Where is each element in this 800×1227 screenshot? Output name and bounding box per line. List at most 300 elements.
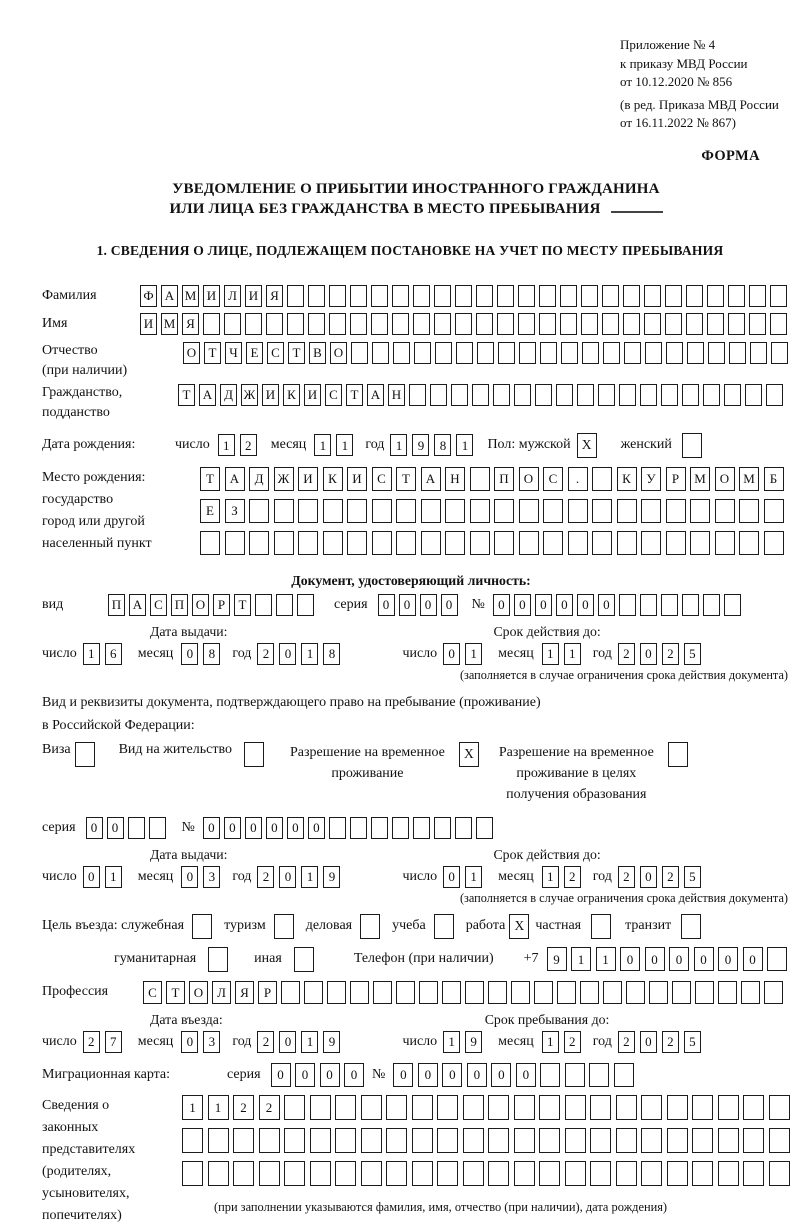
char-box[interactable]: 0: [83, 866, 100, 888]
char-box[interactable]: [393, 342, 410, 364]
char-box[interactable]: Н: [445, 467, 465, 491]
char-box[interactable]: [434, 313, 451, 335]
char-box[interactable]: [421, 531, 441, 555]
char-box[interactable]: [476, 285, 493, 307]
char-box[interactable]: Т: [234, 594, 251, 616]
char-box[interactable]: Ж: [274, 467, 294, 491]
char-box[interactable]: [350, 313, 367, 335]
char-box[interactable]: [392, 313, 409, 335]
char-box[interactable]: 1: [564, 643, 581, 665]
char-box[interactable]: [371, 285, 388, 307]
char-box[interactable]: 6: [105, 643, 122, 665]
char-box[interactable]: [741, 981, 760, 1004]
char-box[interactable]: [281, 981, 300, 1004]
char-box[interactable]: [350, 981, 369, 1004]
char-box[interactable]: [590, 1161, 611, 1186]
char-box[interactable]: Т: [288, 342, 305, 364]
char-box[interactable]: 0: [399, 594, 416, 616]
char-box[interactable]: 0: [378, 594, 395, 616]
char-box[interactable]: [641, 531, 661, 555]
char-box[interactable]: [641, 1128, 662, 1153]
char-box[interactable]: [581, 313, 598, 335]
char-box[interactable]: 1: [465, 866, 482, 888]
char-box[interactable]: [335, 1095, 356, 1120]
char-box[interactable]: А: [367, 384, 384, 406]
char-box[interactable]: [624, 342, 641, 364]
char-box[interactable]: [472, 384, 489, 406]
char-box[interactable]: [539, 1128, 560, 1153]
char-box[interactable]: Ж: [241, 384, 258, 406]
char-box[interactable]: [470, 531, 490, 555]
char-box[interactable]: 9: [412, 434, 429, 456]
char-box[interactable]: [667, 1095, 688, 1120]
char-box[interactable]: [371, 817, 388, 839]
char-box[interactable]: [582, 342, 599, 364]
char-box[interactable]: [413, 285, 430, 307]
char-box[interactable]: [308, 285, 325, 307]
char-box[interactable]: 3: [203, 1031, 220, 1053]
char-box[interactable]: [641, 499, 661, 523]
char-box[interactable]: 2: [662, 643, 679, 665]
char-box[interactable]: 1: [571, 947, 591, 971]
char-box[interactable]: [581, 285, 598, 307]
checkbox-humanitarian[interactable]: [208, 947, 228, 972]
char-box[interactable]: 8: [323, 643, 340, 665]
char-box[interactable]: А: [225, 467, 245, 491]
char-box[interactable]: [614, 1063, 634, 1087]
char-box[interactable]: [590, 1128, 611, 1153]
char-box[interactable]: 0: [279, 1031, 296, 1053]
char-box[interactable]: 0: [556, 594, 573, 616]
char-box[interactable]: [560, 313, 577, 335]
char-box[interactable]: [729, 342, 746, 364]
char-box[interactable]: 2: [564, 1031, 581, 1053]
char-box[interactable]: 0: [181, 1031, 198, 1053]
char-box[interactable]: [686, 285, 703, 307]
char-box[interactable]: [284, 1161, 305, 1186]
char-box[interactable]: 1: [218, 434, 235, 456]
char-box[interactable]: [259, 1161, 280, 1186]
char-box[interactable]: К: [323, 467, 343, 491]
char-box[interactable]: [749, 285, 766, 307]
char-box[interactable]: [412, 1161, 433, 1186]
char-box[interactable]: С: [150, 594, 167, 616]
char-box[interactable]: [770, 285, 787, 307]
char-box[interactable]: 1: [301, 1031, 318, 1053]
char-box[interactable]: [463, 1128, 484, 1153]
char-box[interactable]: [396, 499, 416, 523]
char-box[interactable]: М: [161, 313, 178, 335]
char-box[interactable]: 2: [618, 643, 635, 665]
char-box[interactable]: 0: [516, 1063, 536, 1087]
char-box[interactable]: [641, 1161, 662, 1186]
char-box[interactable]: [412, 1095, 433, 1120]
char-box[interactable]: [470, 499, 490, 523]
char-box[interactable]: [619, 594, 636, 616]
char-box[interactable]: [666, 499, 686, 523]
char-box[interactable]: [456, 342, 473, 364]
char-box[interactable]: [518, 285, 535, 307]
char-box[interactable]: Л: [212, 981, 231, 1004]
char-box[interactable]: [455, 313, 472, 335]
char-box[interactable]: [494, 499, 514, 523]
char-box[interactable]: [488, 981, 507, 1004]
char-box[interactable]: 2: [233, 1095, 254, 1120]
char-box[interactable]: [769, 1095, 790, 1120]
char-box[interactable]: [592, 467, 612, 491]
char-box[interactable]: К: [617, 467, 637, 491]
char-box[interactable]: [284, 1095, 305, 1120]
char-box[interactable]: [386, 1128, 407, 1153]
char-box[interactable]: [649, 981, 668, 1004]
checkbox-visa[interactable]: [75, 742, 95, 767]
char-box[interactable]: [274, 531, 294, 555]
char-box[interactable]: [743, 1128, 764, 1153]
char-box[interactable]: [743, 1095, 764, 1120]
char-box[interactable]: [644, 285, 661, 307]
char-box[interactable]: Т: [178, 384, 195, 406]
char-box[interactable]: [539, 1161, 560, 1186]
char-box[interactable]: И: [262, 384, 279, 406]
char-box[interactable]: [310, 1128, 331, 1153]
char-box[interactable]: [494, 531, 514, 555]
char-box[interactable]: [539, 285, 556, 307]
char-box[interactable]: [771, 342, 788, 364]
char-box[interactable]: 0: [418, 1063, 438, 1087]
char-box[interactable]: Т: [166, 981, 185, 1004]
char-box[interactable]: [371, 313, 388, 335]
char-box[interactable]: [739, 531, 759, 555]
char-box[interactable]: [361, 1095, 382, 1120]
char-box[interactable]: 1: [83, 643, 100, 665]
char-box[interactable]: [514, 384, 531, 406]
char-box[interactable]: [497, 313, 514, 335]
char-box[interactable]: П: [494, 467, 514, 491]
char-box[interactable]: [770, 313, 787, 335]
char-box[interactable]: [361, 1161, 382, 1186]
char-box[interactable]: Т: [346, 384, 363, 406]
char-box[interactable]: [323, 499, 343, 523]
char-box[interactable]: [561, 342, 578, 364]
char-box[interactable]: [477, 342, 494, 364]
char-box[interactable]: [535, 384, 552, 406]
char-box[interactable]: [514, 1161, 535, 1186]
char-box[interactable]: [724, 384, 741, 406]
char-box[interactable]: [498, 342, 515, 364]
checkbox-other[interactable]: [294, 947, 314, 972]
char-box[interactable]: 0: [271, 1063, 291, 1087]
char-box[interactable]: [287, 285, 304, 307]
char-box[interactable]: 0: [443, 643, 460, 665]
char-box[interactable]: 8: [203, 643, 220, 665]
char-box[interactable]: П: [108, 594, 125, 616]
char-box[interactable]: 1: [182, 1095, 203, 1120]
char-box[interactable]: [750, 342, 767, 364]
char-box[interactable]: [568, 531, 588, 555]
char-box[interactable]: 0: [535, 594, 552, 616]
char-box[interactable]: Л: [224, 285, 241, 307]
char-box[interactable]: 0: [86, 817, 103, 839]
char-box[interactable]: [644, 313, 661, 335]
char-box[interactable]: [592, 531, 612, 555]
char-box[interactable]: [539, 1095, 560, 1120]
char-box[interactable]: [739, 499, 759, 523]
char-box[interactable]: [556, 384, 573, 406]
char-box[interactable]: [718, 1161, 739, 1186]
char-box[interactable]: [488, 1095, 509, 1120]
char-box[interactable]: [692, 1095, 713, 1120]
char-box[interactable]: [255, 594, 272, 616]
char-box[interactable]: [682, 384, 699, 406]
char-box[interactable]: [640, 384, 657, 406]
char-box[interactable]: [695, 981, 714, 1004]
char-box[interactable]: [764, 981, 783, 1004]
checkbox-residence-permit[interactable]: [244, 742, 264, 767]
char-box[interactable]: .: [568, 467, 588, 491]
char-box[interactable]: [718, 1128, 739, 1153]
char-box[interactable]: У: [641, 467, 661, 491]
char-box[interactable]: М: [690, 467, 710, 491]
char-box[interactable]: [414, 342, 431, 364]
char-box[interactable]: [347, 531, 367, 555]
char-box[interactable]: [767, 947, 787, 971]
char-box[interactable]: [435, 342, 452, 364]
char-box[interactable]: [276, 594, 293, 616]
char-box[interactable]: [437, 1128, 458, 1153]
char-box[interactable]: [335, 1161, 356, 1186]
char-box[interactable]: [347, 499, 367, 523]
char-box[interactable]: 0: [443, 866, 460, 888]
char-box[interactable]: О: [192, 594, 209, 616]
char-box[interactable]: [372, 342, 389, 364]
char-box[interactable]: [451, 384, 468, 406]
char-box[interactable]: [249, 499, 269, 523]
char-box[interactable]: [245, 313, 262, 335]
char-box[interactable]: [329, 313, 346, 335]
char-box[interactable]: [641, 1095, 662, 1120]
char-box[interactable]: [769, 1128, 790, 1153]
char-box[interactable]: [128, 817, 145, 839]
char-box[interactable]: С: [267, 342, 284, 364]
char-box[interactable]: [287, 313, 304, 335]
char-box[interactable]: 9: [547, 947, 567, 971]
char-box[interactable]: 2: [662, 866, 679, 888]
char-box[interactable]: [329, 817, 346, 839]
char-box[interactable]: Т: [204, 342, 221, 364]
char-box[interactable]: 0: [669, 947, 689, 971]
char-box[interactable]: Т: [396, 467, 416, 491]
char-box[interactable]: [539, 313, 556, 335]
char-box[interactable]: [560, 285, 577, 307]
char-box[interactable]: [409, 384, 426, 406]
char-box[interactable]: 0: [344, 1063, 364, 1087]
char-box[interactable]: 0: [718, 947, 738, 971]
char-box[interactable]: 1: [596, 947, 616, 971]
char-box[interactable]: 7: [105, 1031, 122, 1053]
char-box[interactable]: [266, 313, 283, 335]
char-box[interactable]: [534, 981, 553, 1004]
char-box[interactable]: 2: [240, 434, 257, 456]
char-box[interactable]: И: [304, 384, 321, 406]
char-box[interactable]: [743, 1161, 764, 1186]
char-box[interactable]: [350, 817, 367, 839]
char-box[interactable]: [284, 1128, 305, 1153]
char-box[interactable]: И: [298, 467, 318, 491]
char-box[interactable]: [603, 981, 622, 1004]
char-box[interactable]: [511, 981, 530, 1004]
char-box[interactable]: И: [140, 313, 157, 335]
char-box[interactable]: 0: [743, 947, 763, 971]
checkbox-study[interactable]: [434, 914, 454, 939]
char-box[interactable]: Д: [249, 467, 269, 491]
char-box[interactable]: [149, 817, 166, 839]
char-box[interactable]: [372, 499, 392, 523]
char-box[interactable]: 0: [320, 1063, 340, 1087]
char-box[interactable]: 0: [279, 866, 296, 888]
char-box[interactable]: [682, 594, 699, 616]
char-box[interactable]: 2: [618, 866, 635, 888]
char-box[interactable]: [703, 594, 720, 616]
char-box[interactable]: 2: [564, 866, 581, 888]
char-box[interactable]: 1: [542, 866, 559, 888]
char-box[interactable]: [580, 981, 599, 1004]
char-box[interactable]: [386, 1095, 407, 1120]
char-box[interactable]: И: [347, 467, 367, 491]
char-box[interactable]: [396, 531, 416, 555]
char-box[interactable]: [304, 981, 323, 1004]
char-box[interactable]: [519, 499, 539, 523]
char-box[interactable]: [667, 1161, 688, 1186]
char-box[interactable]: [623, 313, 640, 335]
char-box[interactable]: 0: [420, 594, 437, 616]
char-box[interactable]: 0: [514, 594, 531, 616]
char-box[interactable]: [350, 285, 367, 307]
char-box[interactable]: [661, 384, 678, 406]
char-box[interactable]: [766, 384, 783, 406]
checkbox-male[interactable]: X: [577, 433, 597, 458]
char-box[interactable]: [497, 285, 514, 307]
char-box[interactable]: Е: [200, 499, 220, 523]
char-box[interactable]: [626, 981, 645, 1004]
char-box[interactable]: [430, 384, 447, 406]
char-box[interactable]: [715, 499, 735, 523]
char-box[interactable]: 0: [181, 866, 198, 888]
char-box[interactable]: 0: [295, 1063, 315, 1087]
char-box[interactable]: [396, 981, 415, 1004]
char-box[interactable]: [488, 1128, 509, 1153]
char-box[interactable]: 2: [257, 1031, 274, 1053]
char-box[interactable]: М: [182, 285, 199, 307]
char-box[interactable]: [463, 1161, 484, 1186]
char-box[interactable]: 1: [314, 434, 331, 456]
checkbox-transit[interactable]: [681, 914, 701, 939]
char-box[interactable]: [598, 384, 615, 406]
char-box[interactable]: 5: [684, 643, 701, 665]
char-box[interactable]: О: [715, 467, 735, 491]
char-box[interactable]: [577, 384, 594, 406]
char-box[interactable]: С: [143, 981, 162, 1004]
char-box[interactable]: [623, 285, 640, 307]
char-box[interactable]: [728, 313, 745, 335]
char-box[interactable]: [568, 499, 588, 523]
char-box[interactable]: Т: [200, 467, 220, 491]
char-box[interactable]: О: [183, 342, 200, 364]
char-box[interactable]: [565, 1161, 586, 1186]
char-box[interactable]: 9: [323, 866, 340, 888]
char-box[interactable]: 2: [618, 1031, 635, 1053]
char-box[interactable]: [707, 313, 724, 335]
char-box[interactable]: 2: [259, 1095, 280, 1120]
char-box[interactable]: [310, 1095, 331, 1120]
char-box[interactable]: А: [421, 467, 441, 491]
char-box[interactable]: 0: [393, 1063, 413, 1087]
checkbox-work[interactable]: X: [509, 914, 529, 939]
char-box[interactable]: [540, 1063, 560, 1087]
char-box[interactable]: [519, 531, 539, 555]
checkbox-official[interactable]: [192, 914, 212, 939]
char-box[interactable]: Я: [182, 313, 199, 335]
char-box[interactable]: [589, 1063, 609, 1087]
char-box[interactable]: [665, 285, 682, 307]
char-box[interactable]: 0: [442, 1063, 462, 1087]
char-box[interactable]: [437, 1095, 458, 1120]
char-box[interactable]: Я: [266, 285, 283, 307]
char-box[interactable]: [603, 342, 620, 364]
char-box[interactable]: 0: [467, 1063, 487, 1087]
char-box[interactable]: [476, 313, 493, 335]
char-box[interactable]: [616, 1128, 637, 1153]
char-box[interactable]: [413, 313, 430, 335]
char-box[interactable]: [617, 499, 637, 523]
char-box[interactable]: 0: [640, 643, 657, 665]
char-box[interactable]: [298, 531, 318, 555]
char-box[interactable]: 0: [491, 1063, 511, 1087]
char-box[interactable]: [208, 1161, 229, 1186]
char-box[interactable]: [392, 817, 409, 839]
char-box[interactable]: [715, 531, 735, 555]
char-box[interactable]: 0: [287, 817, 304, 839]
char-box[interactable]: [200, 531, 220, 555]
char-box[interactable]: [543, 531, 563, 555]
char-box[interactable]: 0: [308, 817, 325, 839]
char-box[interactable]: [437, 1161, 458, 1186]
char-box[interactable]: [373, 981, 392, 1004]
char-box[interactable]: [182, 1161, 203, 1186]
char-box[interactable]: [298, 499, 318, 523]
char-box[interactable]: 0: [245, 817, 262, 839]
char-box[interactable]: [233, 1128, 254, 1153]
char-box[interactable]: [692, 1128, 713, 1153]
char-box[interactable]: [386, 1161, 407, 1186]
char-box[interactable]: Н: [388, 384, 405, 406]
char-box[interactable]: [372, 531, 392, 555]
char-box[interactable]: К: [283, 384, 300, 406]
char-box[interactable]: 1: [336, 434, 353, 456]
char-box[interactable]: 2: [257, 866, 274, 888]
char-box[interactable]: [749, 313, 766, 335]
checkbox-temp-permit[interactable]: X: [459, 742, 479, 767]
char-box[interactable]: О: [519, 467, 539, 491]
char-box[interactable]: [329, 285, 346, 307]
char-box[interactable]: [463, 1095, 484, 1120]
char-box[interactable]: [249, 531, 269, 555]
char-box[interactable]: [724, 594, 741, 616]
char-box[interactable]: [602, 285, 619, 307]
char-box[interactable]: 5: [684, 866, 701, 888]
char-box[interactable]: [745, 384, 762, 406]
char-box[interactable]: [619, 384, 636, 406]
char-box[interactable]: [514, 1128, 535, 1153]
